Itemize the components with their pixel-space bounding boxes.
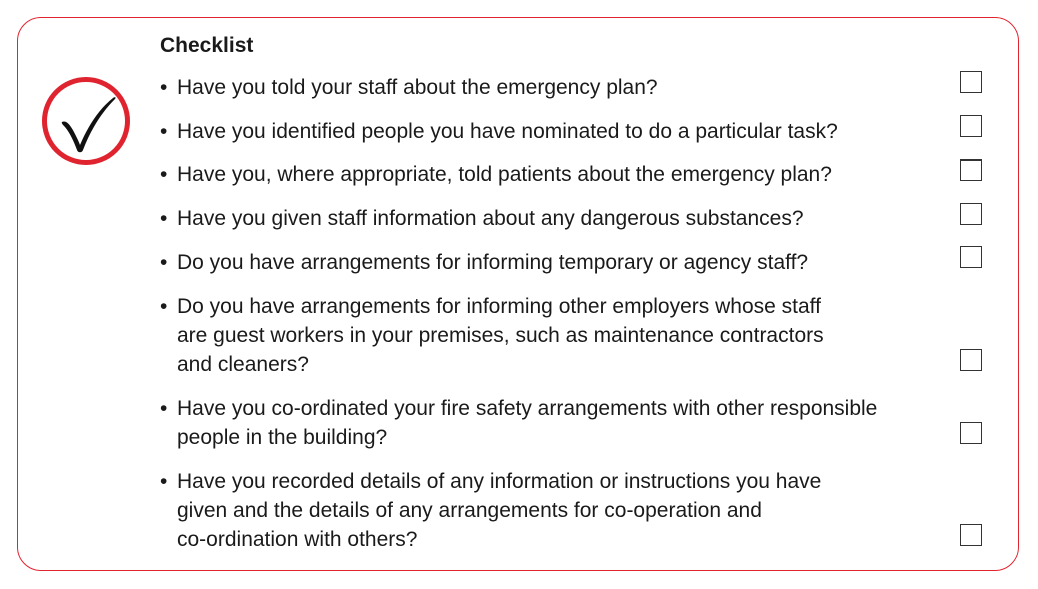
checklist-item-line: are guest workers in your premises, such as maintenance contractors	[177, 324, 824, 347]
checkbox-item-3[interactable]	[960, 159, 982, 181]
checkbox-item-8[interactable]	[960, 524, 982, 546]
checklist-item-line: co-ordination with others?	[177, 528, 418, 551]
checklist-item-line: given and the details of any arrangements for co-operation and	[177, 499, 762, 522]
checklist-item-line: and cleaners?	[177, 353, 309, 376]
checklist-item-text	[177, 292, 960, 379]
checklist-item-text	[177, 204, 960, 233]
checklist-item-line: Have you identified people you have nominated to do a particular task?	[177, 120, 838, 143]
checklist-item-text	[177, 248, 960, 277]
checklist-item-text	[177, 467, 960, 554]
checklist-item	[160, 117, 960, 146]
checkmark-circle-icon	[41, 76, 131, 166]
checkbox-item-4[interactable]	[960, 203, 982, 225]
checkbox-item-5[interactable]	[960, 246, 982, 268]
checkbox-item-1[interactable]	[960, 71, 982, 93]
bullet: •	[160, 207, 168, 230]
checklist-item-line: Do you have arrangements for informing temporary or agency staff?	[177, 251, 809, 274]
checklist-item	[160, 160, 960, 189]
checklist-item-line: Have you recorded details of any information or instructions you have	[177, 470, 822, 493]
bullet: •	[160, 295, 168, 318]
checklist-item	[160, 248, 960, 277]
checklist-item-line: Have you given staff information about any dangerous substances?	[177, 207, 804, 230]
bullet: •	[160, 163, 168, 186]
checklist-item-line: Have you co-ordinated your fire safety arrangements with other responsible	[177, 397, 878, 420]
checklist-item	[160, 73, 960, 102]
checklist-item	[160, 467, 960, 554]
checkbox-item-7[interactable]	[960, 422, 982, 444]
checklist-title: Checklist	[160, 34, 254, 57]
checklist-item	[160, 292, 960, 379]
checklist-item-text	[177, 117, 960, 146]
checkbox-item-6[interactable]	[960, 349, 982, 371]
bullet: •	[160, 120, 168, 143]
checklist-item-line: Have you told your staff about the emergency plan?	[177, 76, 658, 99]
checklist-item-text	[177, 73, 960, 102]
checklist-item-line: Have you, where appropriate, told patients about the emergency plan?	[177, 163, 832, 186]
bullet: •	[160, 251, 168, 274]
checklist-item	[160, 394, 960, 452]
checklist-item-text	[177, 160, 960, 189]
bullet: •	[160, 397, 168, 420]
checklist-item-line: Do you have arrangements for informing other employers whose staff	[177, 295, 821, 318]
bullet: •	[160, 76, 168, 99]
checklist-item-text	[177, 394, 960, 452]
bullet: •	[160, 470, 168, 493]
checklist-item	[160, 204, 960, 233]
checklist-item-line: people in the building?	[177, 426, 388, 449]
checkbox-item-2[interactable]	[960, 115, 982, 137]
